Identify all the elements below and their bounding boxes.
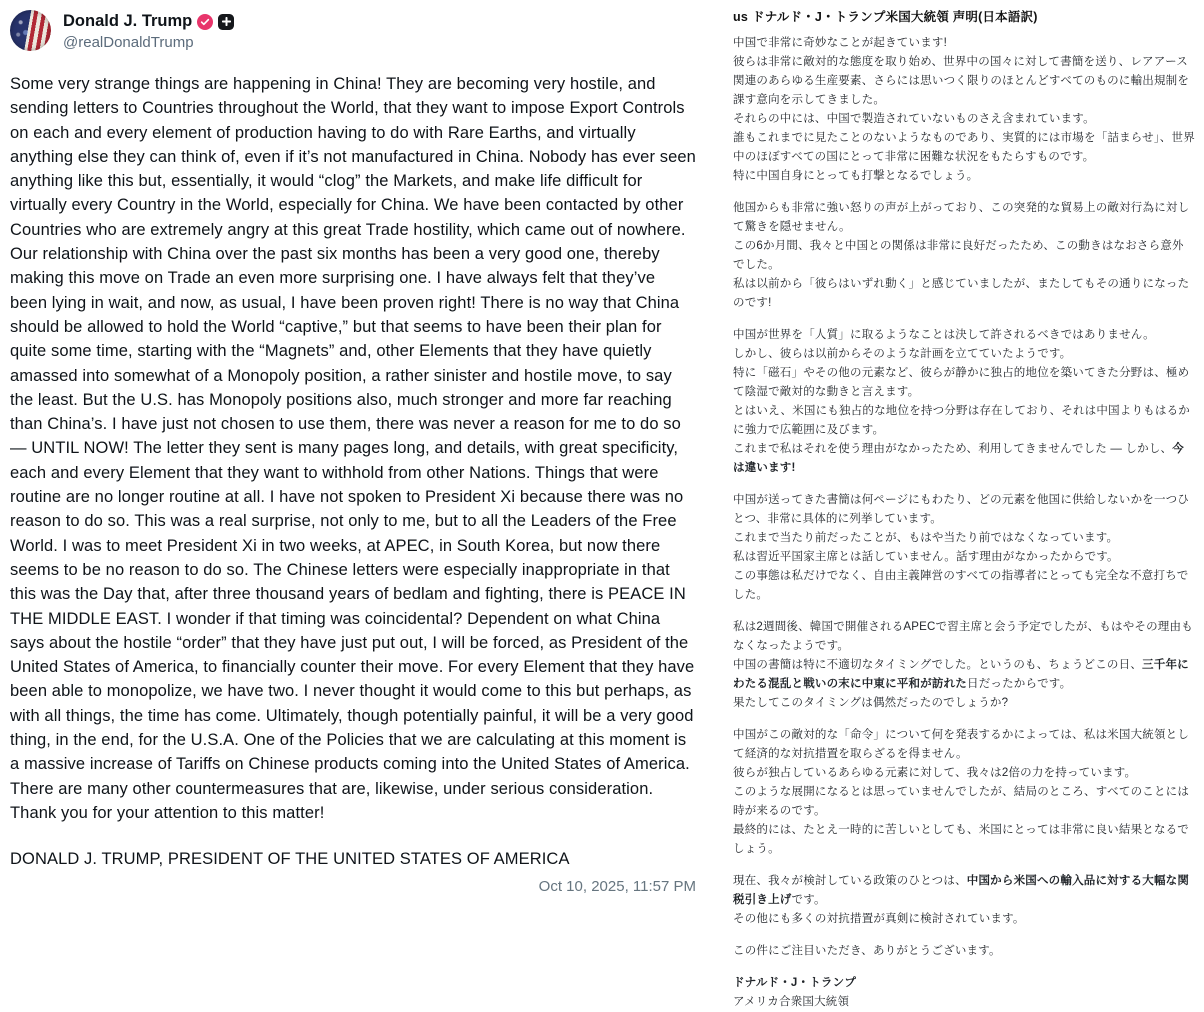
jp-line: 私は2週間後、韓国で開催されるAPECで習主席と会う予定でしたが、もはやその理由もなくなったようです。: [733, 621, 1193, 652]
jp-line: 他国からも非常に強い怒りの声が上がっており、この突発的な貿易上の敵対行為に対して驚きを隠せません。: [733, 202, 1190, 233]
jp-paragraph: [733, 872, 1195, 929]
jp-line: その他にも多くの対抗措置が真剣に検討されています。: [733, 913, 1025, 925]
jp-line: 中国で非常に奇妙なことが起きています!: [733, 37, 947, 49]
jp-line: 果たしてこのタイミングは偶然だったのでしょうか?: [733, 697, 1009, 709]
jp-paragraph: [733, 618, 1195, 713]
post-signature: DONALD J. TRUMP, PRESIDENT OF THE UNITED STATES OF AMERICA: [10, 850, 570, 869]
jp-line: 特に中国自身にとっても打撃となるでしょう。: [733, 170, 979, 182]
avatar[interactable]: [10, 10, 51, 51]
jp-line: 中国が送ってきた書簡は何ページにもわたり、どの元素を他国に供給しないかを一つひとつ、非常に具体的に列挙しています。: [733, 494, 1190, 525]
post-timestamp[interactable]: Oct 10, 2025, 11:57 PM: [538, 878, 696, 896]
jp-line: 特に「磁石」やその他の元素など、彼らが静かに独占的地位を築いてきた分野は、極めて陰湿で敵対的な動きと言えます。: [733, 367, 1190, 398]
translation-panel: [733, 7, 1195, 1012]
jp-paragraph: [733, 726, 1195, 859]
jp-line: とはいえ、米国にも独占的な地位を持つ分野は存在しており、それは中国よりもはるかに強力で広範囲に及びます。: [733, 405, 1190, 436]
jp-paragraph: [733, 199, 1195, 313]
jp-line: それらの中には、中国で製造されていないものさえ含まれています。: [733, 113, 1095, 125]
jp-line: 私は以前から「彼らはいずれ動く」と感じていましたが、またしてもその通りになったのです!: [733, 278, 1190, 309]
jp-line: アメリカ合衆国大統領: [733, 996, 850, 1008]
jp-line: 彼らは非常に敵対的な態度を取り始め、世界中の国々に対して書簡を送り、レアアース関連のあらゆる生産要素、さらには思いつく限りのほとんどすべてのものに輸出規制を課す意向を示してきました。: [733, 56, 1190, 106]
jp-line: しかし、彼らは以前からそのような計画を立てていたようです。: [733, 348, 1072, 360]
jp-line: 誰もこれまでに見たことのないようなものであり、実質的には市場を「詰まらせ」、世界中のほぼすべての国にとって非常に困難な状況をもたらすものです。: [733, 132, 1195, 163]
jp-line: この6か月間、我々と中国との関係は非常に良好だったため、この動きはなおさら意外でした。: [733, 240, 1184, 271]
post-header: [10, 10, 696, 51]
translation-title-text: ドナルド・J・トランプ米国大統領 声明(日本語訳): [752, 10, 1038, 24]
jp-line: ドナルド・J・トランプ: [733, 977, 857, 989]
post-body-text: Some very strange things are happening in China! They are becoming very hostile, and sending letters to Countries throughout the World, that they want to impose Export Controls on each and every element of production having to do with Rare Earths, and virtually anything else they can think of, even if it’s not manufactured in China. Nobody has ever seen anything like this but, essentially, it would “clog” the Markets, and make life difficult for virtually every Country in the World, especially for China. We have been contacted by other Countries who are extremely angry at this great Trade hostility, which came out of nowhere. Our relationship with China over the past six months has been a very good one, thereby making this move on Trade an even more surprising one. I have always felt that they’ve been lying in wait, and now, as usual, I have been proven right! There is no way that China should be allowed to hold the World “captive,” but that seems to have been their plan for quite some time, starting with the “Magnets” and, other Elements that they have quietly amassed into somewhat of a Monopoly position, a rather sinister and hostile move, to say the least. But the U.S. has Monopoly positions also, much stronger and more far reaching than China’s. I have just not chosen to use them, there was never a reason for me to do so — UNTIL NOW! The letter they sent is many pages long, and details, with great specificity, each and every Element that they want to withhold from other Nations. Things that were routine are no longer routine at all. I have not spoken to President Xi because there was no reason to do so. This was a real surprise, not only to me, but to all the Leaders of the Free World. I was to meet President Xi in two weeks, at APEC, in South Korea, but now there seems to be no reason to do so. The Chinese letters were especially inappropriate in that this was the Day that, after three thousand years of bedlam and fighting, there is PEACE IN THE MIDDLE EAST. I wonder if that timing was coincidental? Dependent on what China says about the hostile “order” that they have just put out, I will be forced, as President of the United States of America, to financially counter their move. For every Element that they have been able to monopolize, we have two. I never thought it would come to this but perhaps, as with all things, the time has come. Ultimately, though potentially painful, it will be a very good thing, in the end, for the U.S.A. One of the Policies that we are calculating at this moment is a massive increase of Tariffs on Chinese products coming into the United States of America. There are many other countermeasures that are, likewise, under serious consideration. Thank you for your attention to this matter!: [10, 75, 696, 822]
jp-paragraph: [733, 491, 1195, 605]
jp-paragraph: [733, 34, 1195, 186]
jp-line: 中国が世界を「人質」に取るようなことは決して許されるべきではありません。: [733, 329, 1155, 341]
jp-paragraph: [733, 326, 1195, 478]
us-flag-icon: us: [733, 10, 748, 24]
translation-title: [733, 7, 1195, 25]
jp-line: このような展開になるとは思っていませんでしたが、結局のところ、すべてのことには時が来るのです。: [733, 786, 1190, 817]
jp-line: 彼らが独占しているあらゆる元素に対して、我々は2倍の力を持っています。: [733, 767, 1137, 779]
jp-paragraph: [733, 974, 1195, 1012]
author-handle[interactable]: @realDonaldTrump: [63, 34, 194, 51]
post-card: [10, 10, 696, 895]
translation-body: [733, 34, 1195, 1012]
author-block: [63, 10, 234, 51]
jp-line: 中国の書簡は特に不適切なタイミングでした。というのも、ちょうどこの日、三千年にわたる混乱と戦いの末に中東に平和が訪れた日だったからです。: [733, 659, 1189, 690]
jp-line: これまで当たり前だったことが、もはや当たり前ではなくなっています。: [733, 532, 1119, 544]
jp-paragraph: [733, 942, 1195, 961]
verified-badge-icon: [197, 14, 213, 30]
jp-line: この件にご注目いただき、ありがとうございます。: [733, 945, 1001, 957]
jp-line: 最終的には、たとえ一時的に苦しいとしても、米国にとっては非常に良い結果となるでしょう。: [733, 824, 1189, 855]
jp-line: 私は習近平国家主席とは話していません。話す理由がなかったからです。: [733, 551, 1119, 563]
jp-line: 現在、我々が検討している政策のひとつは、中国から米国への輸入品に対する大幅な関税引き上げです。: [733, 875, 1190, 906]
jp-line: 中国がこの敵対的な「命令」について何を発表するかによっては、私は米国大統領として経済的な対抗措置を取らざるを得ません。: [733, 729, 1190, 760]
author-name[interactable]: Donald J. Trump: [63, 12, 193, 30]
jp-line: この事態は私だけでなく、自由主義陣営のすべての指導者にとっても完全な不意打ちでした。: [733, 570, 1189, 601]
jp-line: これまで私はそれを使う理由がなかったため、利用してきませんでした ― しかし、今は違います!: [733, 443, 1184, 474]
plus-badge-icon: [218, 14, 234, 30]
